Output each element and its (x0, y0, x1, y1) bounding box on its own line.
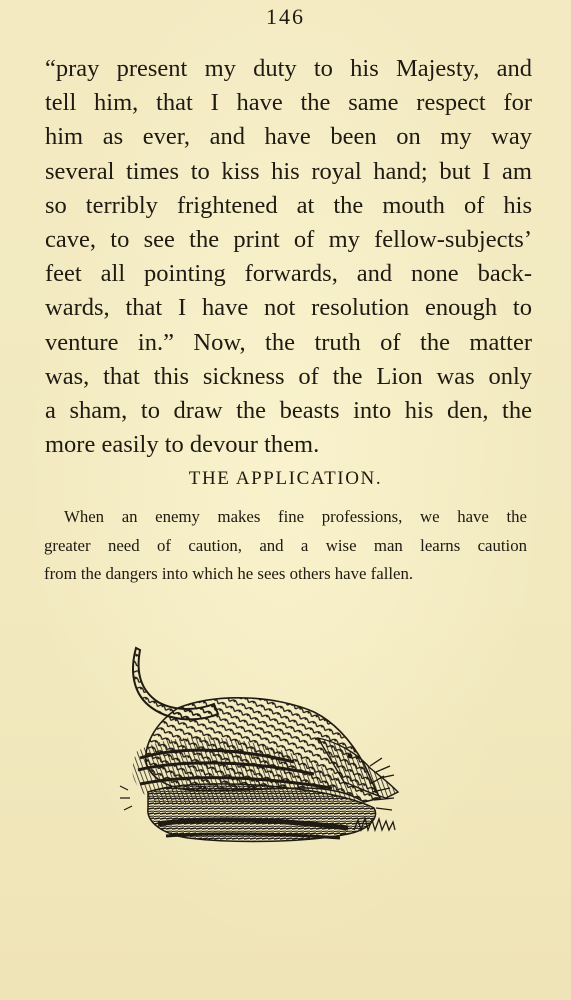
text-line: more easily to devour them. (45, 431, 320, 459)
text-line: so terribly frightened at the mouth of his (45, 191, 532, 219)
text-line: was, that this sickness of the Lion was only (45, 362, 532, 390)
text-line: him as ever, and have been on my way (45, 123, 532, 151)
application-line: greater need of caution, and a wise man learns caution (44, 535, 527, 555)
text-line: feet all pointing forwards, and none back- (45, 260, 532, 288)
page-number: 146 (266, 4, 305, 29)
fox-woodcut-icon (118, 642, 408, 862)
application-line: When an enemy makes fine professions, we have the (64, 507, 527, 526)
text-line: tell him, that I have the same respect for (45, 89, 532, 117)
application-line: from the dangers into which he sees others have fallen. (44, 564, 414, 583)
text-line: “pray present my duty to his Majesty, and (45, 55, 532, 82)
application-text (44, 503, 527, 589)
text-line: several times to kiss his royal hand; but I am (45, 157, 532, 185)
fable-text (45, 52, 532, 462)
text-line: wards, that I have not resolution enough to (45, 294, 532, 322)
application-heading: THE APPLICATION. (188, 468, 383, 489)
text-line: a sham, to draw the beasts into his den, the (45, 396, 532, 424)
text-line: cave, to see the print of my fellow-subjects’ (45, 225, 532, 253)
text-line: venture in.” Now, the truth of the matter (45, 328, 532, 356)
